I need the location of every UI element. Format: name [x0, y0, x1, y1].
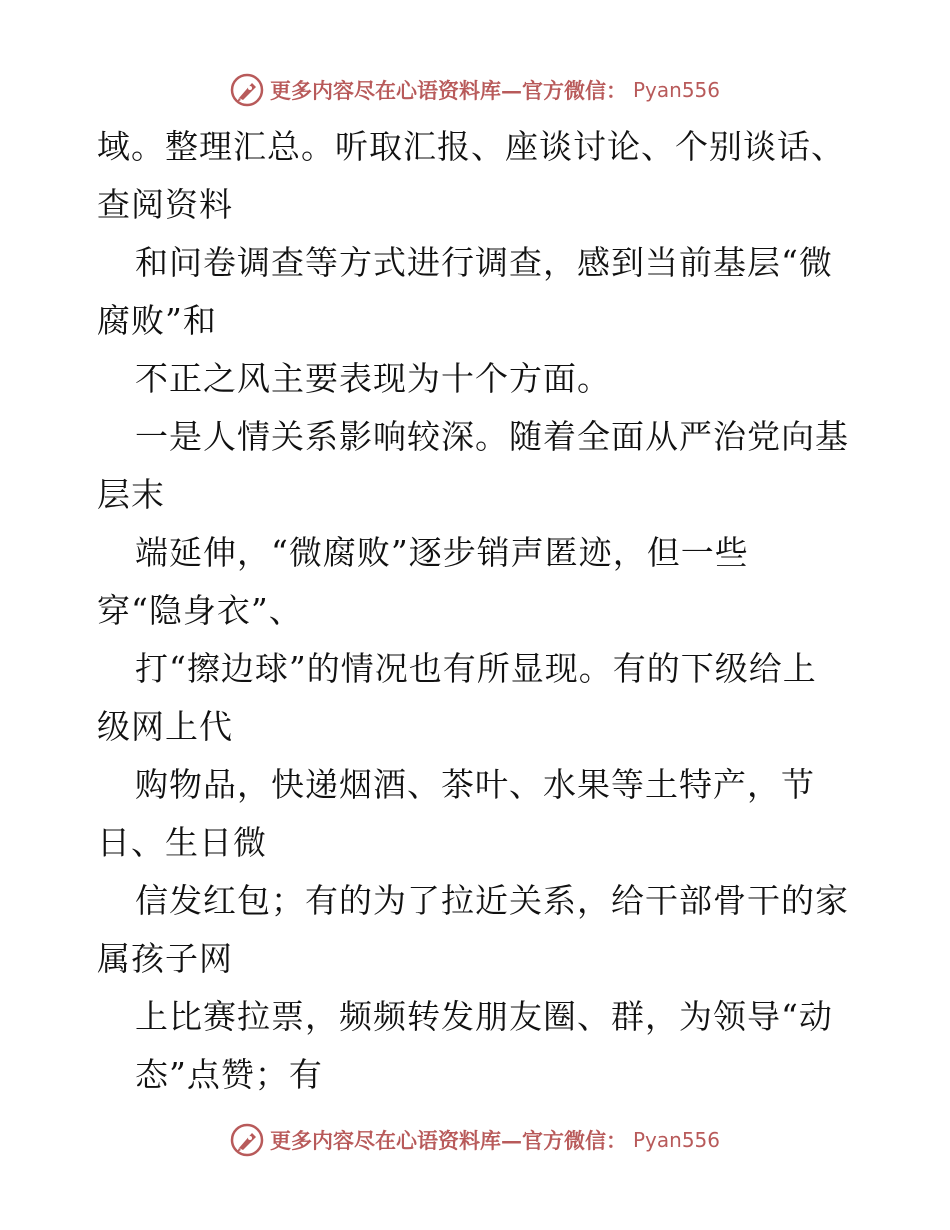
text-line: 查阅资料: [97, 185, 233, 224]
banner-text: 更多内容尽在心语资料库—官方微信：: [269, 78, 627, 103]
pen-nib-logo-icon: [230, 73, 264, 107]
text-line: 信发红包；有的为了拉近关系，给干部骨干的家: [135, 881, 849, 920]
text-line: 一是人情关系影响较深。随着全面从严治党向基: [135, 417, 849, 456]
text-line: 上比赛拉票，频频转发朋友圈、群，为领导“动: [135, 997, 833, 1036]
text-line: 端延伸，“微腐败”逐步销声匿迹，但一些: [135, 533, 749, 572]
banner-text: 更多内容尽在心语资料库—官方微信：: [269, 1128, 627, 1153]
pen-nib-logo-icon: [230, 1123, 264, 1157]
text-line: 打“擦边球”的情况也有所显现。有的下级给上: [135, 649, 817, 688]
text-line: 不正之风主要表现为十个方面。: [135, 359, 611, 398]
text-line: 穿“隐身衣”、: [97, 591, 303, 630]
banner-contact: Pyan556: [632, 78, 720, 102]
header-banner: [0, 70, 950, 110]
text-line: 层末: [97, 475, 165, 514]
text-line: 购物品，快递烟酒、茶叶、水果等土特产，节: [135, 765, 815, 804]
text-line: 腐败”和: [97, 301, 217, 340]
text-line: 级网上代: [97, 707, 233, 746]
text-line: 日、生日微: [97, 823, 267, 862]
banner-contact: Pyan556: [632, 1128, 720, 1152]
text-line: 和问卷调查等方式进行调查，感到当前基层“微: [135, 243, 833, 282]
document-body: [97, 118, 877, 1104]
text-line: 态”点赞；有: [135, 1055, 323, 1094]
footer-banner: [0, 1120, 950, 1160]
text-line: 域。整理汇总。听取汇报、座谈讨论、个别谈话、: [97, 127, 845, 166]
text-line: 属孩子网: [97, 939, 233, 978]
